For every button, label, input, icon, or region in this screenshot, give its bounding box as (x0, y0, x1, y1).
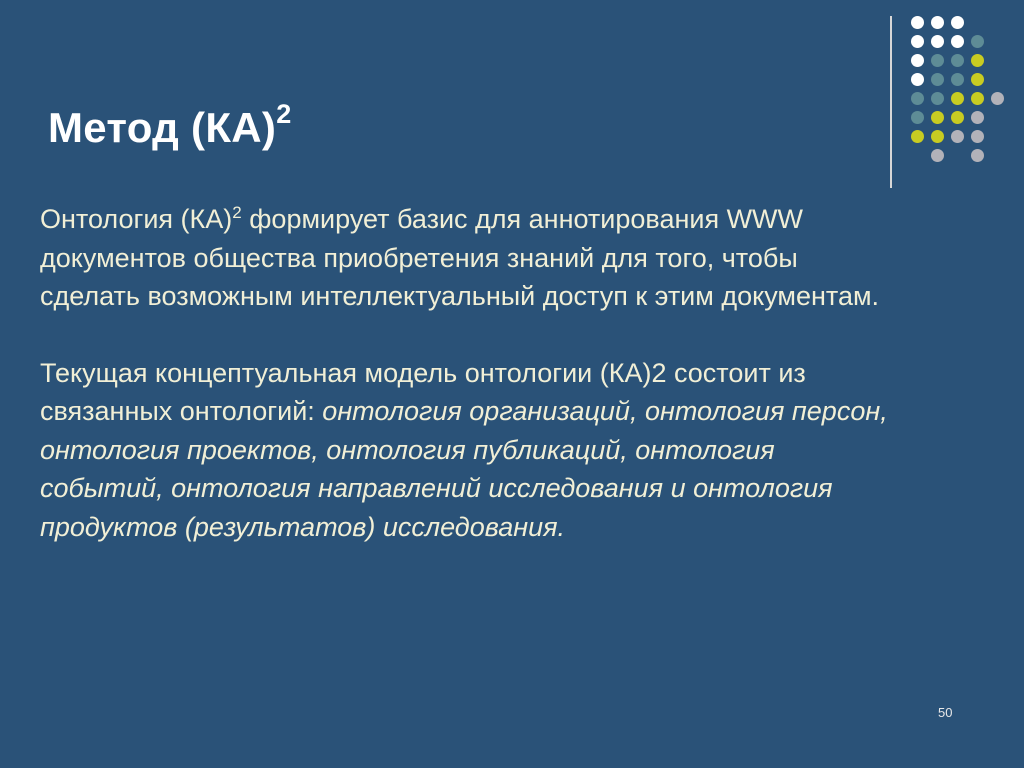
paragraph1-superscript: 2 (232, 203, 242, 222)
slide-title-superscript: 2 (276, 99, 292, 129)
decorative-dot (911, 16, 924, 29)
paragraph2-text-plain: Текущая концептуальная модель онтологии (КА)2 состоит из связанных онтологий: (40, 357, 806, 426)
decorative-divider-line (890, 16, 892, 188)
decorative-dot (911, 92, 924, 105)
decorative-dot (931, 16, 944, 29)
decorative-dot (931, 54, 944, 67)
decorative-dot (931, 92, 944, 105)
decorative-dot (951, 111, 964, 124)
decorative-dot (911, 111, 924, 124)
decorative-dot (931, 73, 944, 86)
decorative-dot (971, 149, 984, 162)
decorative-dot (931, 130, 944, 143)
decorative-dot (911, 35, 924, 48)
decorative-dot (951, 16, 964, 29)
page-number: 50 (938, 705, 953, 720)
decorative-dot (951, 54, 964, 67)
decorative-dot (971, 130, 984, 143)
decorative-dot (971, 73, 984, 86)
decorative-dot (931, 35, 944, 48)
decorative-dot (911, 130, 924, 143)
decorative-dot (991, 92, 1004, 105)
paragraph1-text-start: Онтология (КА) (40, 204, 233, 234)
slide-title (48, 99, 292, 152)
decorative-dot (971, 35, 984, 48)
decorative-dot (971, 92, 984, 105)
decorative-dot (951, 130, 964, 143)
decorative-dot (911, 73, 924, 86)
paragraph-ontology-basis (40, 200, 900, 316)
paragraph2-text-italic: онтология организаций, онтология персон, онтология проектов, онтология публикаций, онтология событий, онтология направлений исследования и онтология продуктов (результатов) исследования. (40, 396, 888, 542)
decorative-dot (931, 111, 944, 124)
paragraph1-text-end: формирует базис для аннотирования WWW документов общества приобретения знаний для того, чтобы сделать возможным интеллектуальный доступ к этим документам. (40, 204, 880, 311)
decorative-dot (931, 149, 944, 162)
decorative-dot (971, 54, 984, 67)
decorative-dot (951, 73, 964, 86)
slide-body (40, 200, 900, 546)
paragraph-conceptual-model (40, 354, 900, 547)
decorative-dot (951, 92, 964, 105)
decorative-dot (951, 35, 964, 48)
slide-title-text: Метод (КА) (48, 104, 277, 151)
decorative-dot (911, 54, 924, 67)
decorative-dot (971, 111, 984, 124)
